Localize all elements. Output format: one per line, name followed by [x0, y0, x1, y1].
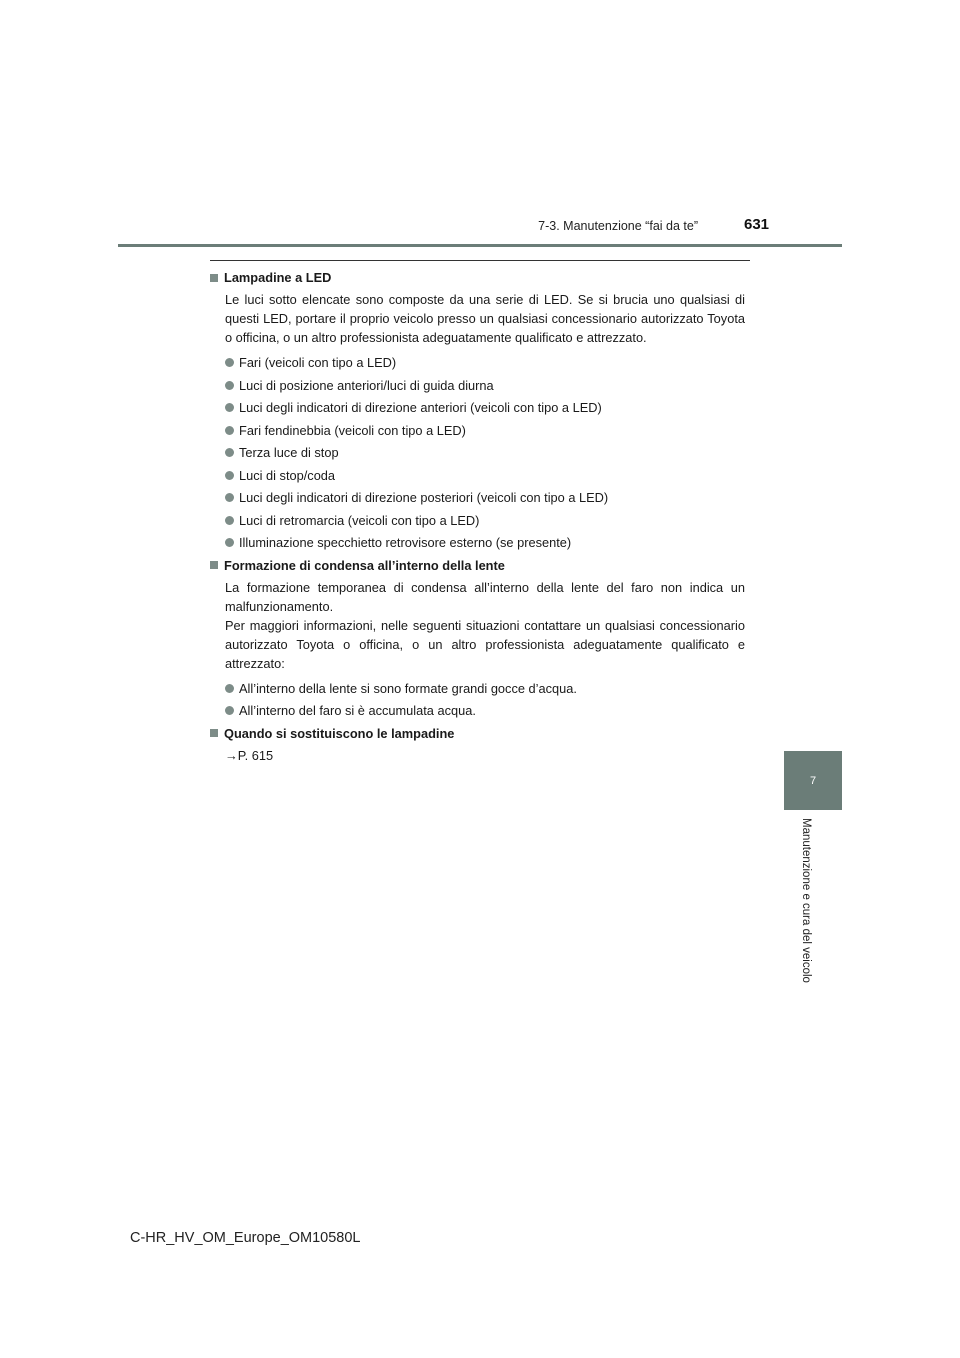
list-item-text: Luci di stop/coda: [239, 467, 336, 483]
list-item: [225, 511, 745, 530]
page-content: [210, 268, 745, 765]
condensation-paragraph-2: Per maggiori informazioni, nelle seguenti situazioni contattare un qualsiasi concessionario autorizzato Toyota o officina, o un altro professionista adeguatamente qualificato e attrezzato:: [225, 617, 745, 671]
document-code: C-HR_HV_OM_Europe_OM10580L: [130, 1230, 361, 1246]
list-item-text: All’interno della lente si sono formate grandi gocce d’acqua.: [239, 680, 577, 696]
chapter-number: 7: [809, 774, 817, 787]
circle-bullet-icon: [225, 706, 234, 715]
square-bullet-icon: [210, 729, 218, 737]
circle-bullet-icon: [225, 426, 234, 435]
list-item-text: Fari (veicoli con tipo a LED): [239, 355, 397, 370]
section-heading-condensation: [210, 556, 745, 575]
list-item-text: All’interno del faro si è accumulata acqua.: [239, 703, 476, 718]
list-item: [225, 398, 745, 417]
heading-text: Quando si sostituiscono le lampadine: [224, 725, 455, 741]
list-item-text: Terza luce di stop: [239, 445, 339, 460]
header-divider: [118, 244, 842, 247]
heading-text: Formazione di condensa all’interno della lente: [224, 557, 505, 573]
circle-bullet-icon: [225, 516, 234, 525]
circle-bullet-icon: [225, 403, 234, 412]
circle-bullet-icon: [225, 448, 234, 457]
list-item: [225, 488, 745, 507]
circle-bullet-icon: [225, 538, 234, 547]
circle-bullet-icon: [225, 471, 234, 480]
list-item-text: Fari fendinebbia (veicoli con tipo a LED): [239, 422, 466, 438]
heading-text: Lampadine a LED: [224, 270, 332, 285]
list-item-text: Luci di retromarcia (veicoli con tipo a LED): [239, 512, 480, 528]
list-item-text: Luci di posizione anteriori/luci di guida diurna: [239, 377, 494, 393]
chapter-tab: [784, 751, 842, 810]
list-item: [225, 443, 745, 462]
square-bullet-icon: [210, 274, 218, 282]
list-item: [225, 701, 745, 720]
page-number: 631: [744, 216, 770, 233]
list-item-text: Luci degli indicatori di direzione anteriori (veicoli con tipo a LED): [239, 400, 602, 415]
led-paragraph: Le luci sotto elencate sono composte da una serie di LED. Se si brucia uno qualsiasi di questi LED, portare il proprio veicolo presso un qualsiasi concessionario autorizzato Toyota o officina, o un altro professionista adeguatamente qualificato e attrezzato.: [225, 292, 745, 345]
circle-bullet-icon: [225, 684, 234, 693]
square-bullet-icon: [210, 561, 218, 569]
section-heading-led: [210, 268, 745, 287]
list-item: [225, 466, 745, 485]
list-item-text: Luci degli indicatori di direzione posteriori (veicoli con tipo a LED): [239, 490, 609, 505]
list-item-text: Illuminazione specchietto retrovisore esterno (se presente): [239, 535, 572, 550]
content-divider: [210, 260, 750, 261]
circle-bullet-icon: [225, 358, 234, 367]
page-reference-link[interactable]: →P. 615: [225, 747, 274, 763]
section-heading-replacement: [210, 724, 745, 743]
condensation-paragraph: La formazione temporanea di condensa all’interno della lente del faro non indica un malfunzionamento.: [225, 579, 745, 614]
section-title: 7-3. Manutenzione “fai da te”: [538, 219, 698, 233]
chapter-label: Manutenzione e cura del veicolo: [800, 818, 812, 983]
list-item: [225, 533, 745, 552]
circle-bullet-icon: [225, 493, 234, 502]
circle-bullet-icon: [225, 381, 234, 390]
list-item: [225, 376, 745, 395]
list-item: [225, 421, 745, 440]
list-item: [225, 679, 745, 698]
list-item: [225, 353, 745, 372]
